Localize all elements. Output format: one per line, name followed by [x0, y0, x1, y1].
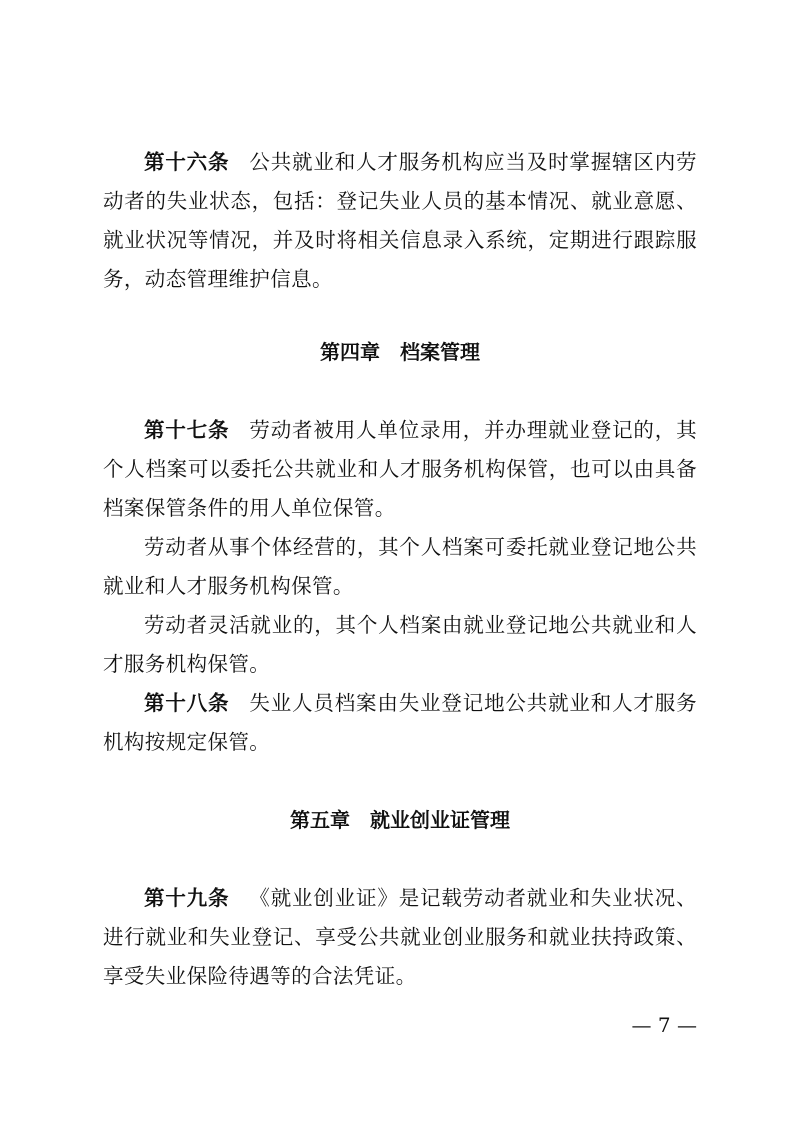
article-19-text: 《就业创业证》是记载劳动者就业和失业状况、进行就业和失业登记、享受公共就业创业服务和就业扶持政策、享受失业保险待遇等的合法凭证。	[103, 886, 697, 988]
article-16-number: 第十六条	[144, 150, 230, 174]
article-19	[103, 879, 697, 996]
article-17-paragraph-3: 劳动者灵活就业的，其个人档案由就业登记地公共就业和人才服务机构保管。	[103, 613, 697, 676]
page-number: — 7 —	[631, 1013, 697, 1037]
article-17-paragraph-2: 劳动者从事个体经营的，其个人档案可委托就业登记地公共就业和人才服务机构保管。	[103, 535, 697, 598]
article-18-text: 失业人员档案由失业登记地公共就业和人才服务机构按规定保管。	[103, 691, 697, 754]
chapter-4-title: 档案管理	[400, 340, 480, 364]
article-17-text: 劳动者被用人单位录用，并办理就业登记的，其个人档案可以委托公共就业和人才服务机构保管，也可以由具备档案保管条件的用人单位保管。	[103, 418, 697, 520]
article-19-number: 第十九条	[144, 886, 230, 910]
article-17	[103, 411, 697, 528]
chapter-4-number: 第四章	[320, 340, 380, 364]
article-16	[103, 143, 697, 299]
chapter-5-number: 第五章	[290, 808, 350, 832]
article-18-number: 第十八条	[144, 691, 230, 715]
article-16-text: 公共就业和人才服务机构应当及时掌握辖区内劳动者的失业状态，包括：登记失业人员的基本情况、就业意愿、就业状况等情况，并及时将相关信息录入系统，定期进行跟踪服务，动态管理维护信息。	[103, 150, 697, 291]
chapter-4-heading	[0, 333, 800, 372]
chapter-5-heading	[0, 801, 800, 840]
article-18	[103, 684, 697, 762]
article-17-number: 第十七条	[144, 418, 230, 442]
chapter-5-title: 就业创业证管理	[370, 808, 510, 832]
